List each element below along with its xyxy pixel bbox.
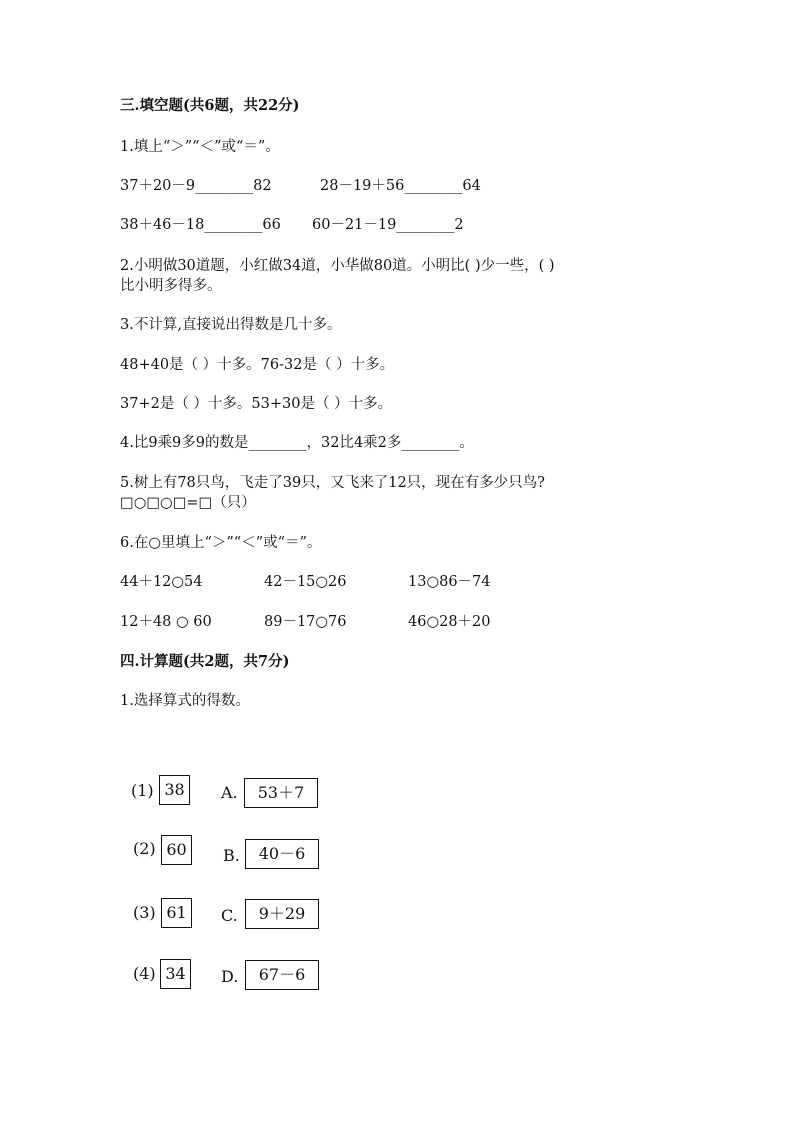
question-1-item: 60－21－19________2 [312,217,464,233]
expression-box: 9＋29 [245,899,319,929]
option-letter: A. [221,783,238,802]
item-label: (3) [133,903,156,922]
section-title: 四.计算题(共2题，共7分) [120,653,290,670]
expression-box: 53＋7 [244,778,318,808]
question-1-item: 28－19＋56________64 [320,178,481,194]
question-6-text: 6.在○里填上“＞”“＜”或“＝”。 [120,535,322,551]
question-6-item: 44＋12○54 [120,574,203,590]
question-3-text: 3.不计算,直接说出得数是几十多。 [120,317,342,333]
number-box: 38 [159,775,190,805]
question-6-item: 13○86－74 [408,574,491,590]
number-box: 60 [161,835,192,865]
question-1-item: 38＋46－18________66 [120,217,281,233]
number-box: 61 [161,898,192,928]
question-3-item: 37+2是（ ）十多。53+30是（ ）十多。 [120,396,393,412]
question-3-item: 48+40是（ ）十多。76-32是（ ）十多。 [120,357,395,373]
question-6-item: 89－17○76 [264,614,347,630]
question-6-item: 12＋48 ○ 60 [120,614,212,630]
number-box: 34 [160,959,191,989]
question-4-text: 4.比9乘9多9的数是________，32比4乘2多________。 [120,435,474,451]
question-1-item: 37＋20－9________82 [120,178,272,194]
option-letter: D. [221,967,239,986]
question-2-text: 2.小明做30道题，小红做34道，小华做80道。小明比( )少一些，( ) [120,258,555,274]
question-1-text: 1.选择算式的得数。 [120,693,250,709]
question-6-item: 46○28＋20 [408,614,491,630]
item-label: (2) [133,839,156,858]
option-letter: B. [223,846,240,865]
expression-box: 67－6 [245,960,319,990]
option-letter: C. [221,906,238,925]
question-2-text-cont: 比小明多得多。 [120,278,222,294]
question-5-formula: □○□○□=□（只） [120,495,256,511]
item-label: (1) [131,781,154,800]
section-title: 三.填空题(共6题，共22分) [120,97,300,114]
item-label: (4) [133,964,156,983]
question-5-text: 5.树上有78只鸟，飞走了39只，又飞来了12只，现在有多少只鸟? [120,475,545,491]
question-6-item: 42－15○26 [264,574,347,590]
question-1-text: 1.填上“＞”“＜”或“＝”。 [120,139,280,155]
expression-box: 40－6 [245,839,319,869]
